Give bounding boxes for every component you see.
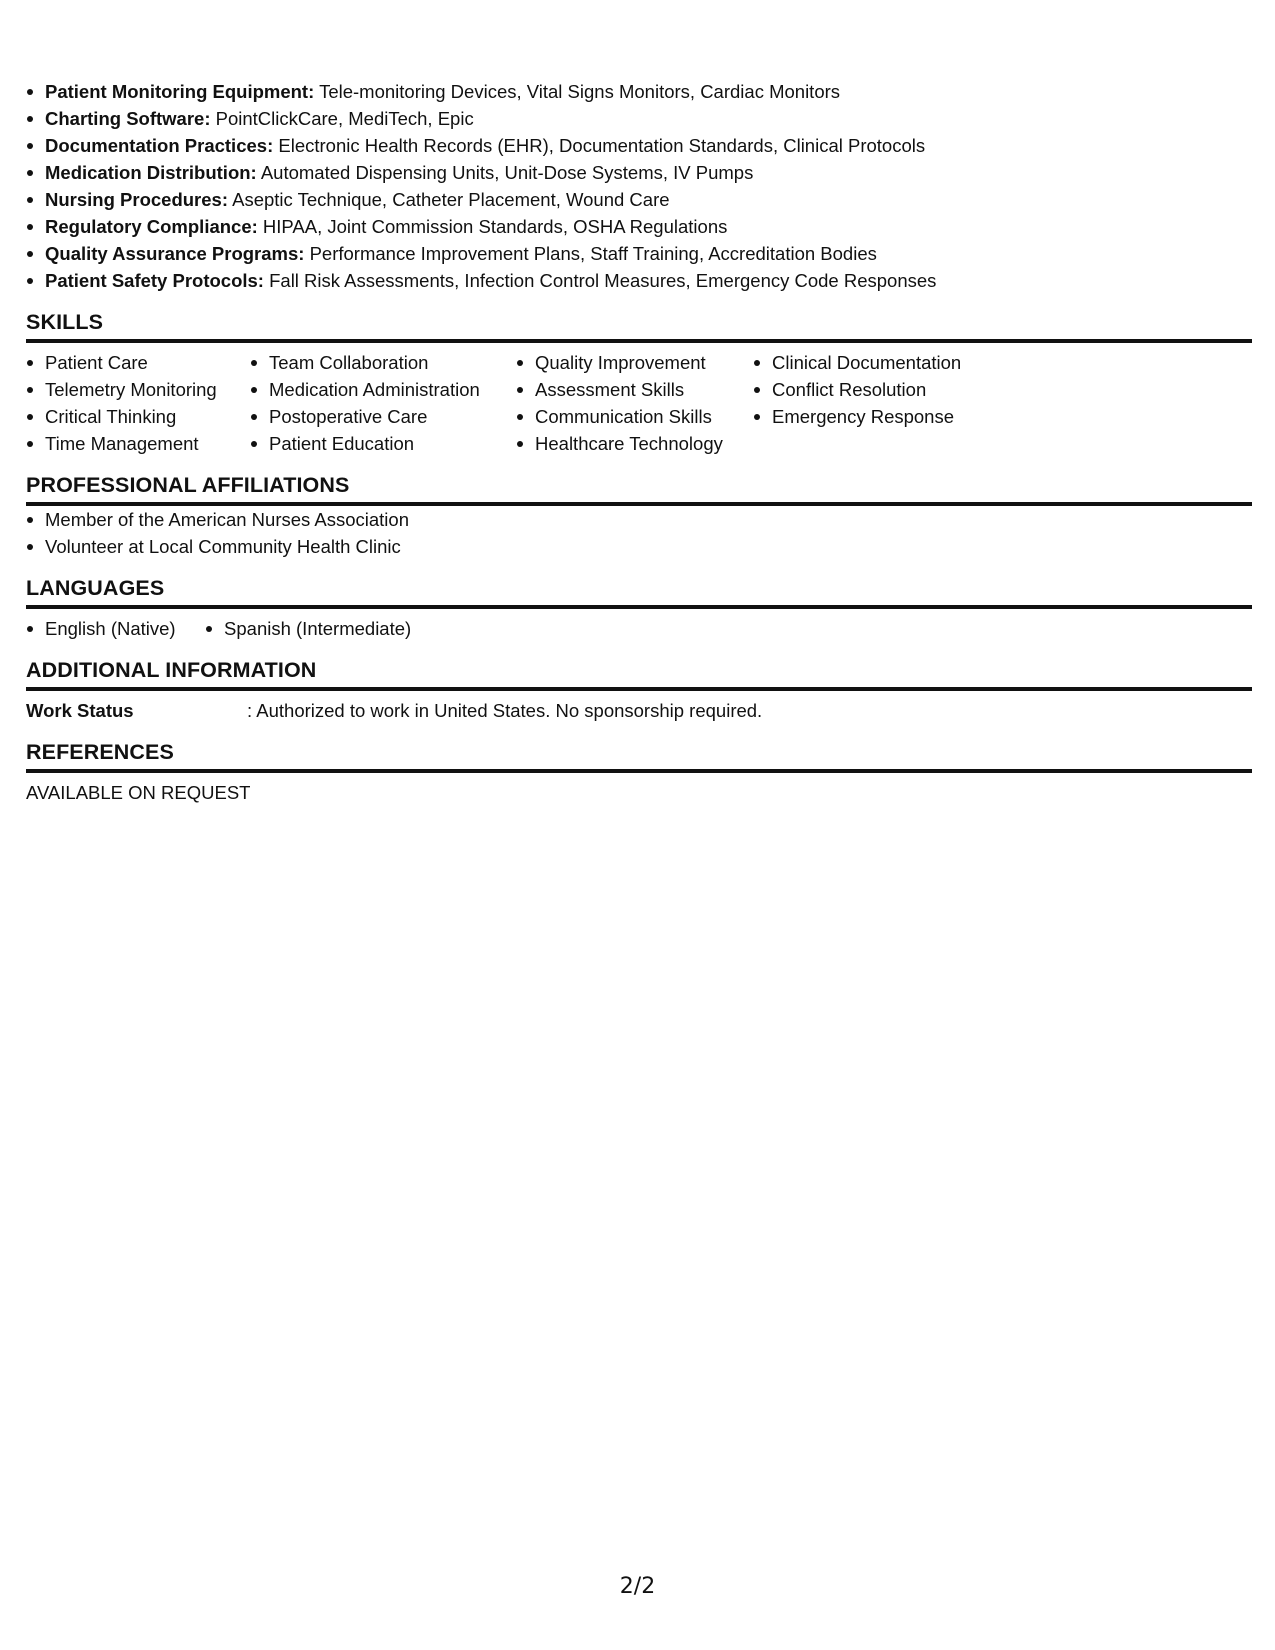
list-item bbox=[26, 186, 1252, 213]
language-item: English (Native) bbox=[26, 615, 176, 642]
list-item bbox=[26, 213, 1252, 240]
tool-category: Patient Monitoring Equipment: bbox=[45, 81, 315, 102]
skill-item: Time Management bbox=[26, 430, 250, 457]
list-item: Member of the American Nurses Association bbox=[26, 506, 1252, 533]
list-item bbox=[26, 105, 1252, 132]
affiliations-list bbox=[26, 506, 1252, 560]
tool-values: Electronic Health Records (EHR), Documentation Standards, Clinical Protocols bbox=[273, 135, 926, 156]
skills-column-4 bbox=[753, 349, 993, 457]
skills-column-3 bbox=[516, 349, 753, 457]
list-item bbox=[26, 132, 1252, 159]
languages-list bbox=[26, 615, 436, 642]
skills-section bbox=[26, 308, 1252, 457]
skill-item: Telemetry Monitoring bbox=[26, 376, 250, 403]
skill-item: Patient Education bbox=[250, 430, 516, 457]
page-number: 2/2 bbox=[619, 1574, 656, 1599]
references-section bbox=[26, 738, 1252, 806]
list-item: Volunteer at Local Community Health Clinic bbox=[26, 533, 1252, 560]
tool-values: Performance Improvement Plans, Staff Training, Accreditation Bodies bbox=[304, 243, 877, 264]
list-item bbox=[26, 240, 1252, 267]
skill-item: Team Collaboration bbox=[250, 349, 516, 376]
skill-item: Assessment Skills bbox=[516, 376, 753, 403]
additional-info-section bbox=[26, 656, 1252, 724]
skill-item: Postoperative Care bbox=[250, 403, 516, 430]
tool-values: Aseptic Technique, Catheter Placement, Wound Care bbox=[228, 189, 670, 210]
skill-item: Critical Thinking bbox=[26, 403, 250, 430]
list-item bbox=[26, 267, 1252, 294]
affiliations-section bbox=[26, 471, 1252, 560]
skills-grid bbox=[26, 343, 1252, 457]
languages-row bbox=[26, 609, 1252, 642]
resume-page-2 bbox=[26, 78, 1252, 806]
tool-category: Documentation Practices: bbox=[45, 135, 274, 156]
skills-column-1 bbox=[26, 349, 250, 457]
tools-list bbox=[26, 78, 1252, 294]
skills-column-2 bbox=[250, 349, 516, 457]
skill-item: Emergency Response bbox=[753, 403, 993, 430]
skill-item: Healthcare Technology bbox=[516, 430, 753, 457]
tool-values: Fall Risk Assessments, Infection Control Measures, Emergency Code Responses bbox=[263, 270, 937, 291]
references-text: AVAILABLE ON REQUEST bbox=[26, 782, 251, 803]
skill-item: Patient Care bbox=[26, 349, 250, 376]
list-item bbox=[26, 159, 1252, 186]
section-heading-additional-info: ADDITIONAL INFORMATION bbox=[26, 656, 1252, 691]
skill-item: Clinical Documentation bbox=[753, 349, 993, 376]
tool-values: Automated Dispensing Units, Unit-Dose Systems, IV Pumps bbox=[256, 162, 754, 183]
work-status-value: : Authorized to work in United States. No sponsorship required. bbox=[247, 700, 763, 721]
tool-category: Patient Safety Protocols: bbox=[45, 270, 264, 291]
work-status-label: Work Status bbox=[26, 700, 134, 721]
tool-category: Regulatory Compliance: bbox=[45, 216, 258, 237]
language-item: Spanish (Intermediate) bbox=[205, 615, 411, 642]
section-heading-affiliations: PROFESSIONAL AFFILIATIONS bbox=[26, 471, 1252, 506]
tool-category: Medication Distribution: bbox=[45, 162, 257, 183]
tool-values: PointClickCare, MediTech, Epic bbox=[210, 108, 474, 129]
languages-section bbox=[26, 574, 1252, 642]
skill-item: Medication Administration bbox=[250, 376, 516, 403]
tool-values: HIPAA, Joint Commission Standards, OSHA Regulations bbox=[257, 216, 728, 237]
skill-item: Quality Improvement bbox=[516, 349, 753, 376]
skill-item: Conflict Resolution bbox=[753, 376, 993, 403]
work-status-row bbox=[26, 691, 1252, 724]
tool-category: Quality Assurance Programs: bbox=[45, 243, 305, 264]
section-heading-references: REFERENCES bbox=[26, 738, 1252, 773]
section-heading-skills: SKILLS bbox=[26, 308, 1252, 343]
skill-item: Communication Skills bbox=[516, 403, 753, 430]
tool-values: Tele-monitoring Devices, Vital Signs Monitors, Cardiac Monitors bbox=[314, 81, 841, 102]
list-item bbox=[26, 78, 1252, 105]
tool-category: Nursing Procedures: bbox=[45, 189, 228, 210]
tool-category: Charting Software: bbox=[45, 108, 211, 129]
section-heading-languages: LANGUAGES bbox=[26, 574, 1252, 609]
